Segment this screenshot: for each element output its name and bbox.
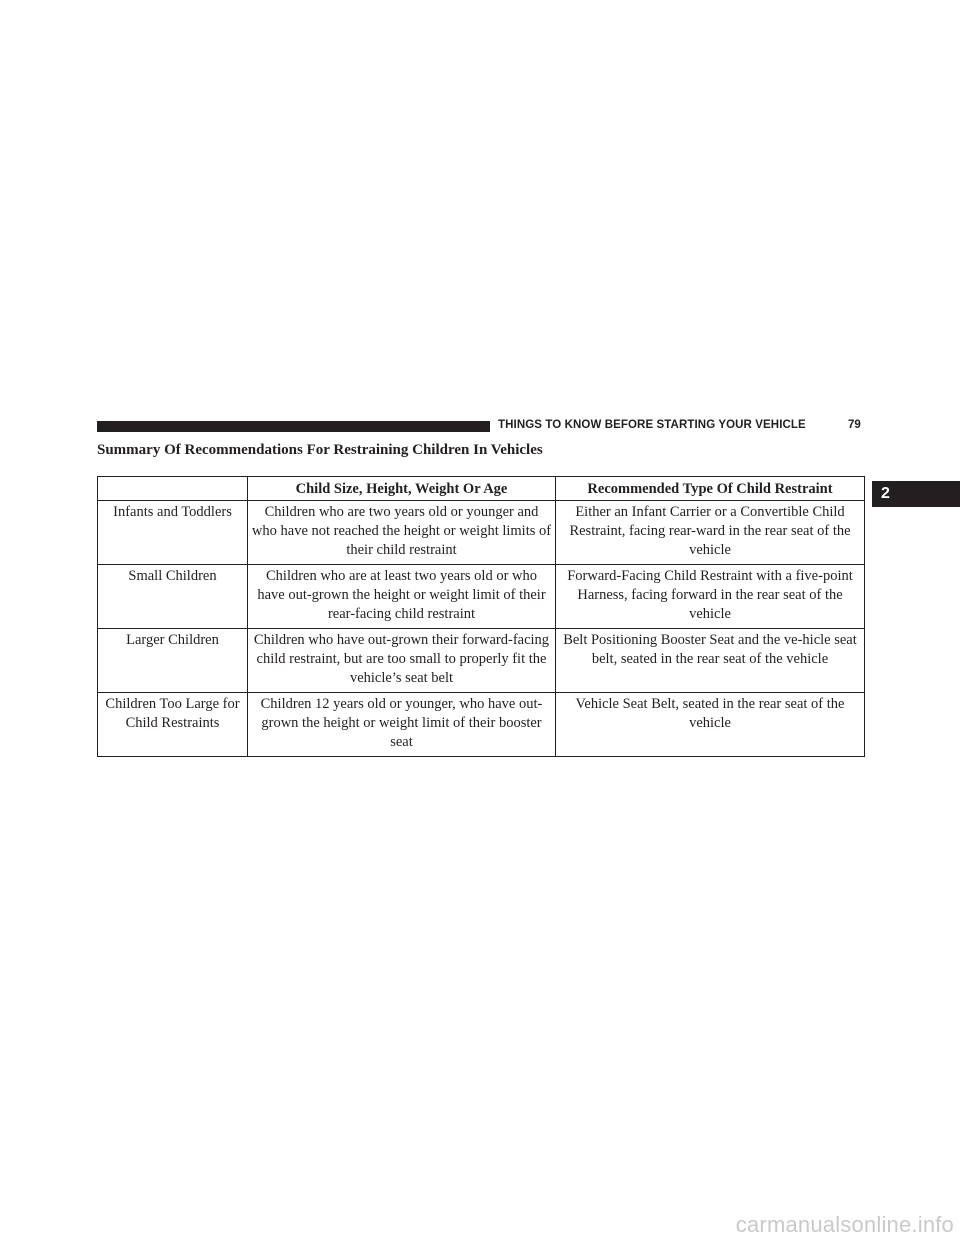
header-rule [97,421,490,432]
row-group-cell: Children Too Large for Child Restraints [98,693,248,757]
section-title: Summary Of Recommendations For Restraining Children In Vehicles [97,442,543,458]
table-row [98,693,865,757]
row-restraint-cell: Vehicle Seat Belt, seated in the rear seat of the vehicle [556,693,865,757]
chapter-tab: 2 [872,481,960,507]
running-header-title: THINGS TO KNOW BEFORE STARTING YOUR VEHICLE [498,419,806,431]
table-row [98,629,865,693]
table-header-row [98,477,865,501]
child-restraint-summary-table [97,476,865,757]
row-restraint-cell: Either an Infant Carrier or a Convertible Child Restraint, facing rear-ward in the rear seat of the vehicle [556,501,865,565]
column-header-restraint: Recommended Type Of Child Restraint [556,477,865,501]
row-restraint-cell: Belt Positioning Booster Seat and the ve-hicle seat belt, seated in the rear seat of the vehicle [556,629,865,693]
row-group-cell: Small Children [98,565,248,629]
table-row [98,501,865,565]
page-number: 79 [848,419,861,431]
watermark-text: carmanualsonline.info [735,1212,954,1237]
table-row [98,565,865,629]
column-header-group [98,477,248,501]
row-size-cell: Children who have out-grown their forward-facing child restraint, but are too small to properly fit the vehicle’s seat belt [248,629,556,693]
row-restraint-cell: Forward-Facing Child Restraint with a five-point Harness, facing forward in the rear seat of the vehicle [556,565,865,629]
row-group-cell: Infants and Toddlers [98,501,248,565]
row-size-cell: Children 12 years old or younger, who have out-grown the height or weight limit of their booster seat [248,693,556,757]
row-size-cell: Children who are two years old or younger and who have not reached the height or weight limits of their child restraint [248,501,556,565]
row-group-cell: Larger Children [98,629,248,693]
column-header-size: Child Size, Height, Weight Or Age [248,477,556,501]
row-size-cell: Children who are at least two years old or who have out-grown the height or weight limit of their rear-facing child restraint [248,565,556,629]
